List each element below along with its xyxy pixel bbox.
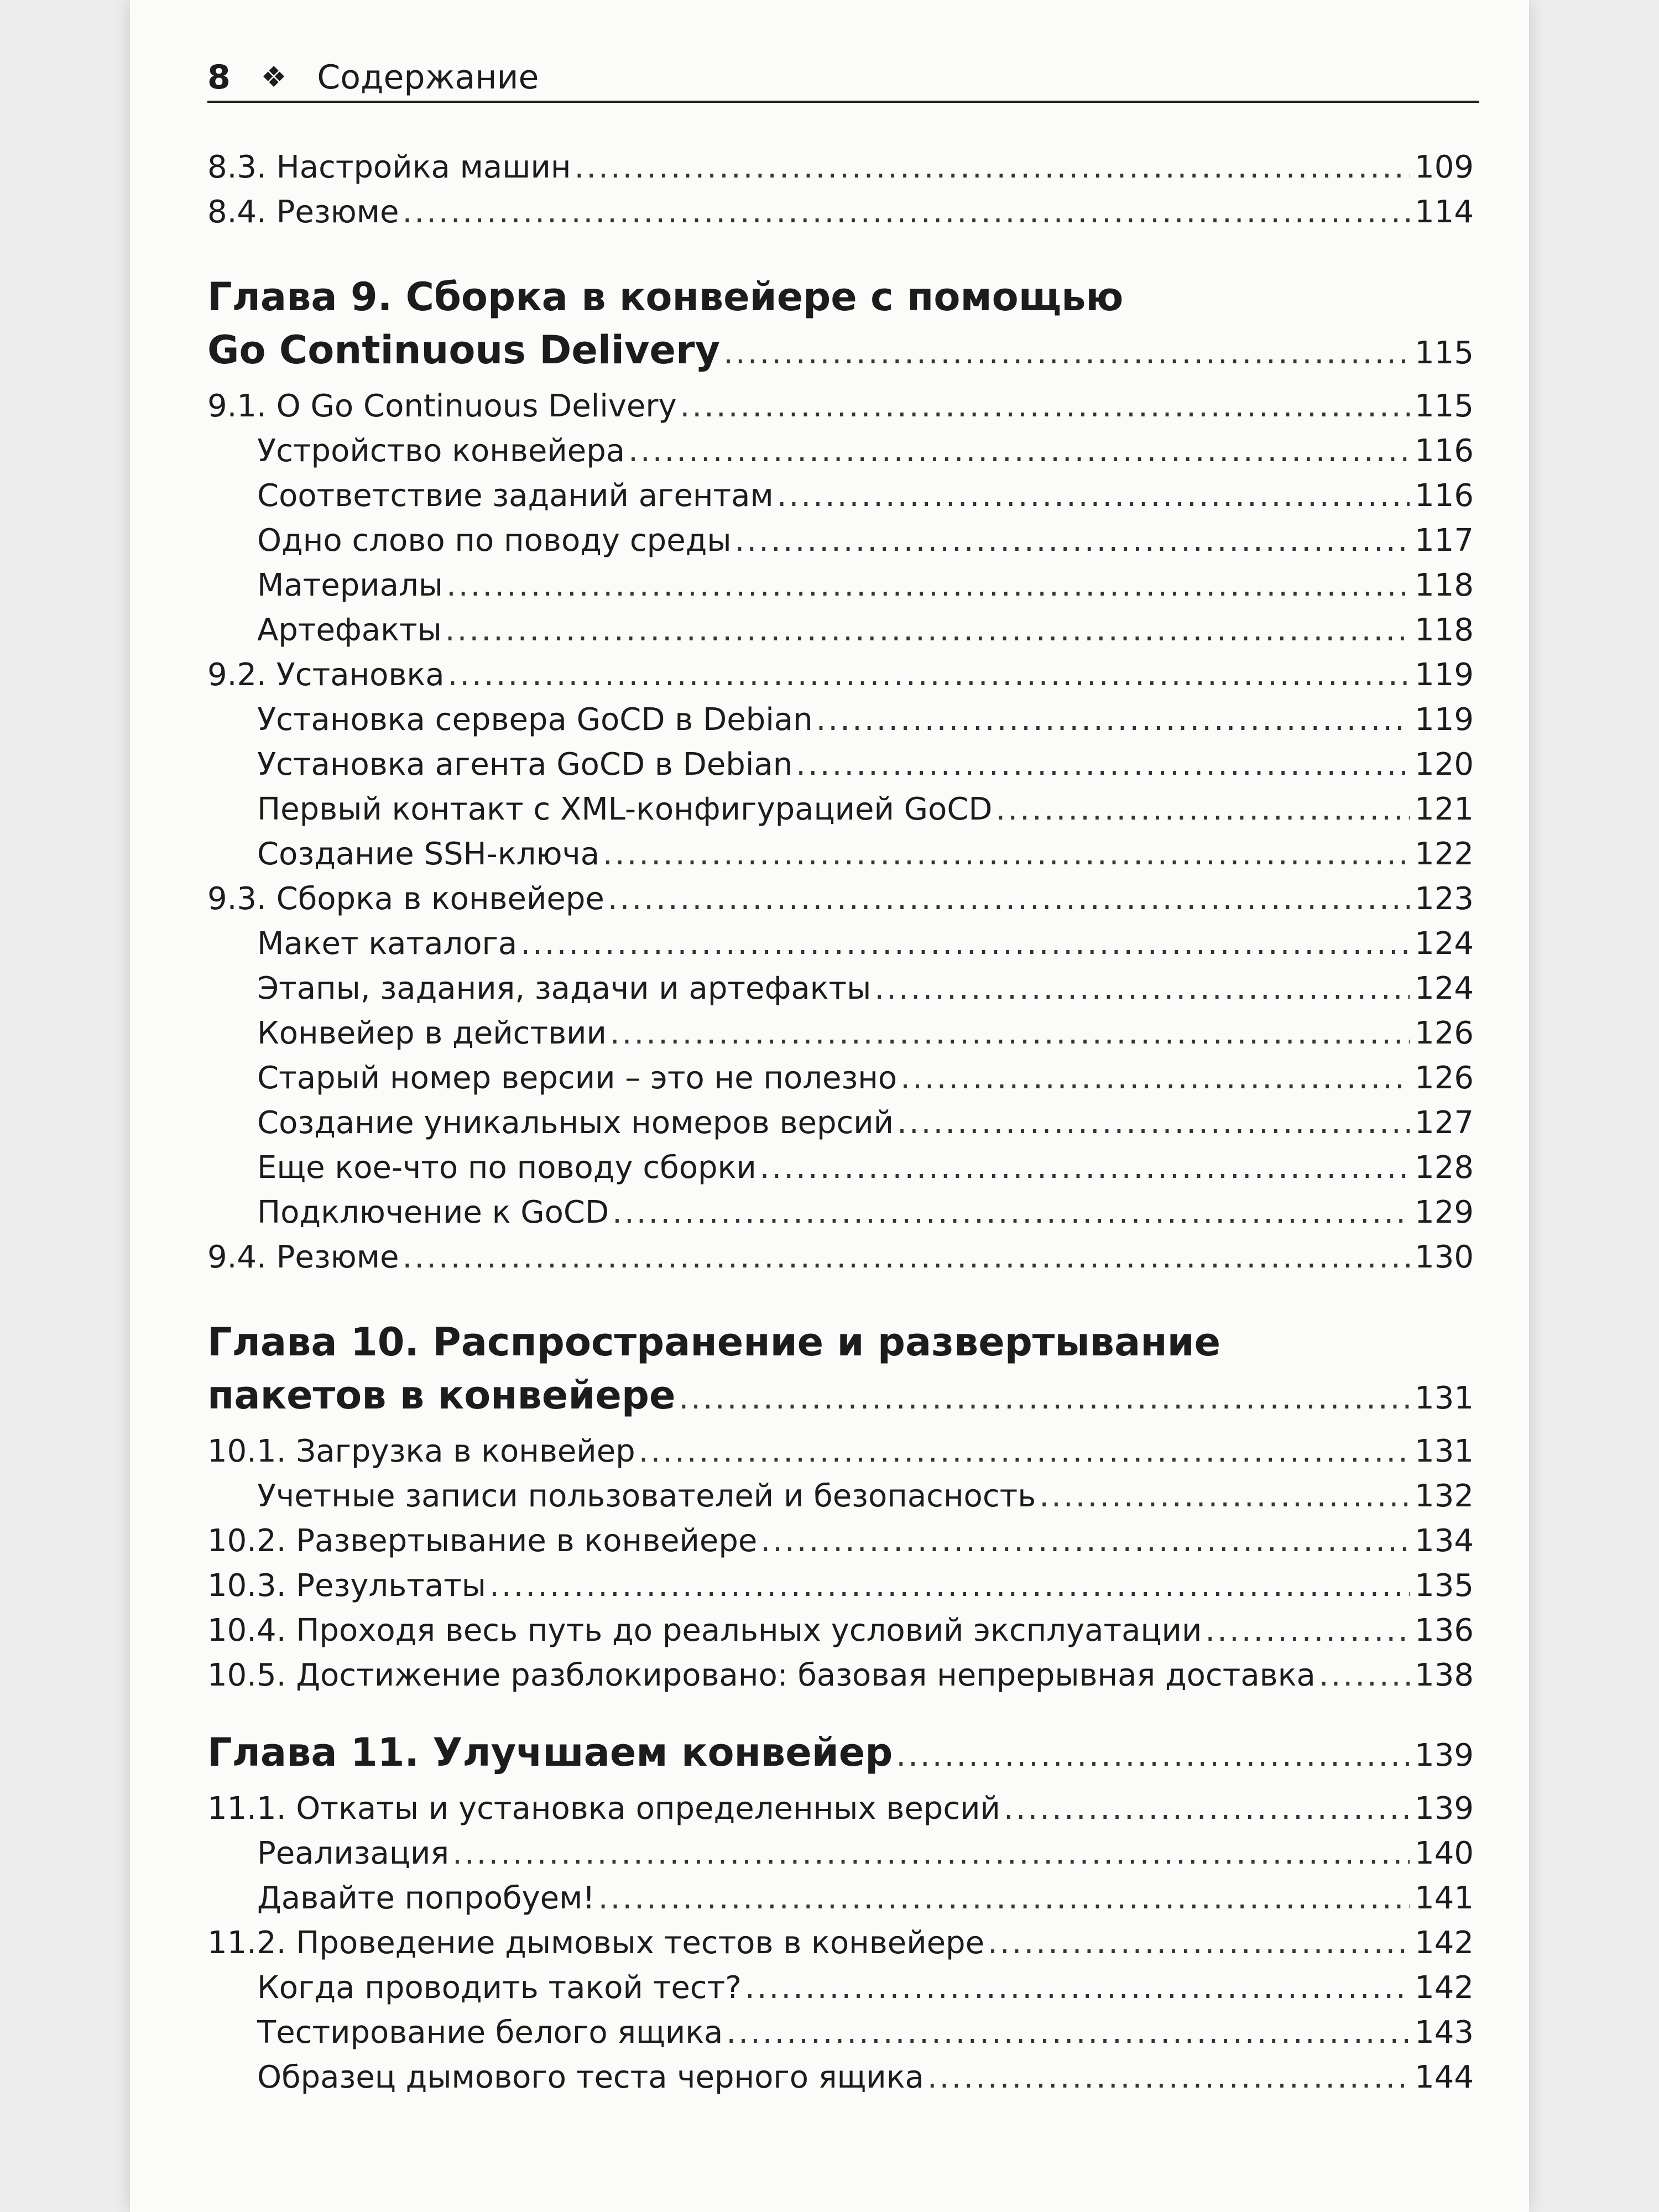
toc-entry-page: 134 — [1415, 1523, 1474, 1559]
toc-entry-title: Реализация — [257, 1835, 450, 1871]
toc-subentry — [207, 478, 1474, 523]
chapter-page: 139 — [1415, 1738, 1474, 1773]
toc-entry-page: 124 — [1415, 926, 1474, 962]
toc-entry-title: Еще кое-что по поводу сборки — [257, 1150, 757, 1186]
toc-entry — [207, 388, 1474, 433]
toc-entry-page: 131 — [1415, 1433, 1474, 1469]
toc-entry-page: 144 — [1415, 2059, 1474, 2095]
chapter-11-heading — [207, 1730, 1474, 1791]
toc-entry-title: Конвейер в действии — [257, 1015, 607, 1051]
toc-subentry — [207, 1015, 1474, 1060]
toc-entry-title: 9.2. Установка — [207, 657, 445, 693]
leader-dots — [452, 1835, 1410, 1871]
toc-entry-title: 8.4. Резюме — [207, 194, 399, 230]
leader-dots — [897, 1105, 1410, 1141]
toc-entry-page: 117 — [1415, 523, 1474, 559]
toc-entry-title: 9.4. Резюме — [207, 1239, 399, 1275]
toc-entry-title: 11.2. Проведение дымовых тестов в конвейере — [207, 1925, 985, 1961]
toc-entry-page: 116 — [1415, 478, 1474, 514]
toc-entry-title: Артефакты — [257, 612, 442, 648]
toc-entry-title: Материалы — [257, 567, 443, 603]
toc-entry-title: Соответствие заданий агентам — [257, 478, 774, 514]
toc-entry — [207, 1925, 1474, 1970]
leader-dots — [927, 2059, 1410, 2095]
leader-dots — [874, 971, 1410, 1006]
leader-dots — [1205, 1613, 1410, 1648]
leader-dots — [612, 1194, 1410, 1230]
toc-subentry — [207, 1194, 1474, 1239]
toc-subentry — [207, 567, 1474, 612]
toc-entry-page: 126 — [1415, 1060, 1474, 1096]
toc-entry-title: Этапы, задания, задачи и артефакты — [257, 971, 872, 1006]
toc-entry-page: 121 — [1415, 791, 1474, 827]
toc-entry-page: 115 — [1415, 388, 1474, 424]
chapter-title-line: Глава 11. Улучшаем конвейер — [207, 1730, 893, 1775]
toc-entry-title: Тестирование белого ящика — [257, 2015, 723, 2051]
toc-entry-page: 120 — [1415, 747, 1474, 782]
leader-dots — [796, 747, 1410, 782]
toc-entry-page: 143 — [1415, 2015, 1474, 2051]
leader-dots — [446, 567, 1410, 603]
leader-dots — [735, 523, 1410, 559]
leader-dots — [489, 1568, 1410, 1604]
leader-dots — [1004, 1791, 1410, 1827]
toc-entry — [207, 1657, 1474, 1702]
toc-entry-page: 140 — [1415, 1835, 1474, 1871]
toc-entry-page: 118 — [1415, 567, 1474, 603]
toc-entry-page: 136 — [1415, 1613, 1474, 1648]
leader-dots — [723, 335, 1410, 371]
toc-subentry — [207, 1150, 1474, 1194]
leader-dots — [520, 926, 1410, 962]
toc-entry-page: 114 — [1415, 194, 1474, 230]
toc-entry-title: Устройство конвейера — [257, 433, 625, 469]
leader-dots — [403, 194, 1410, 230]
toc-entry — [207, 657, 1474, 702]
chapter-page: 115 — [1415, 335, 1474, 371]
toc-entry-page: 129 — [1415, 1194, 1474, 1230]
toc-entry-title: Установка сервера GoCD в Debian — [257, 702, 813, 738]
toc-entry-page: 126 — [1415, 1015, 1474, 1051]
chapter-title-entry — [207, 327, 1474, 388]
toc-subentry — [207, 2059, 1474, 2104]
leader-dots — [448, 657, 1410, 693]
chapter-title-line: Глава 10. Распространение и развертывание — [207, 1319, 1221, 1365]
toc-entry — [207, 881, 1474, 926]
toc-entry — [207, 1791, 1474, 1835]
toc-entry-title: Первый контакт с XML-конфигурацией GoCD — [257, 791, 993, 827]
toc-entry-page: 141 — [1415, 1880, 1474, 1916]
toc-entry-page: 127 — [1415, 1105, 1474, 1141]
toc-entry-page: 119 — [1415, 657, 1474, 693]
toc-entry-title: Установка агента GoCD в Debian — [257, 747, 793, 782]
leader-dots — [1319, 1657, 1410, 1693]
toc-entry-title: 10.3. Результаты — [207, 1568, 486, 1604]
leader-dots — [996, 791, 1410, 827]
toc-entry-title: 11.1. Откаты и установка определенных версий — [207, 1791, 1000, 1827]
toc-subentry — [207, 1835, 1474, 1880]
toc-entry-title: Учетные записи пользователей и безопасность — [257, 1478, 1036, 1514]
chapter-title-line: пакетов в конвейере — [207, 1373, 676, 1418]
leader-dots — [896, 1738, 1410, 1773]
running-header — [207, 58, 1457, 97]
header-rule — [207, 101, 1479, 103]
leader-dots — [445, 612, 1410, 648]
toc-entry-page: 130 — [1415, 1239, 1474, 1275]
leader-dots — [760, 1523, 1410, 1559]
toc-entry-title: Давайте попробуем! — [257, 1880, 595, 1916]
toc-subentry — [207, 1105, 1474, 1150]
toc-subentry — [207, 523, 1474, 567]
leader-dots — [680, 388, 1410, 424]
toc-entry — [207, 194, 1474, 239]
toc-entry-page: 122 — [1415, 836, 1474, 872]
leader-dots — [816, 702, 1410, 738]
leader-dots — [1039, 1478, 1410, 1514]
toc-entry-title: 10.5. Достижение разблокировано: базовая непрерывная доставка — [207, 1657, 1316, 1693]
toc-entry-title: 10.4. Проходя весь путь до реальных условий эксплуатации — [207, 1613, 1202, 1648]
toc-entry — [207, 1433, 1474, 1478]
toc-entry — [207, 149, 1474, 194]
toc-entry-title: Создание SSH-ключа — [257, 836, 600, 872]
toc-entry-title: Макет каталога — [257, 926, 518, 962]
chapter-title-line: Go Continuous Delivery — [207, 327, 721, 373]
toc-subentry — [207, 791, 1474, 836]
toc-entry-page: 109 — [1415, 149, 1474, 185]
toc-entry-page: 124 — [1415, 971, 1474, 1006]
leader-dots — [639, 1433, 1410, 1469]
toc-entry-title: Создание уникальных номеров версий — [257, 1105, 894, 1141]
toc-entry-title: Старый номер версии – это не полезно — [257, 1060, 898, 1096]
toc-subentry — [207, 836, 1474, 881]
table-of-contents — [207, 149, 1474, 2104]
toc-subentry — [207, 612, 1474, 657]
toc-entry-page: 119 — [1415, 702, 1474, 738]
leader-dots — [608, 881, 1410, 917]
toc-subentry — [207, 926, 1474, 971]
toc-subentry — [207, 1970, 1474, 2015]
chapter-9-heading — [207, 267, 1474, 388]
leader-dots — [598, 1880, 1410, 1916]
chapter-title-entry — [207, 1373, 1474, 1433]
toc-entry-page: 135 — [1415, 1568, 1474, 1604]
leader-dots — [745, 1970, 1410, 2006]
toc-subentry — [207, 433, 1474, 478]
chapter-10-heading — [207, 1312, 1474, 1433]
leader-dots — [726, 2015, 1410, 2051]
ornament-icon: ❖ — [260, 61, 287, 94]
book-page — [130, 0, 1529, 2212]
chapter-title-entry — [207, 1730, 1474, 1791]
leader-dots — [403, 1239, 1410, 1275]
toc-entry-page: 139 — [1415, 1791, 1474, 1827]
toc-entry-page: 132 — [1415, 1478, 1474, 1514]
chapter-title-line: Глава 9. Сборка в конвейере с помощью — [207, 274, 1124, 320]
toc-entry — [207, 1613, 1474, 1657]
toc-entry-page: 123 — [1415, 881, 1474, 917]
toc-entry-page: 142 — [1415, 1970, 1474, 2006]
toc-subentry — [207, 1060, 1474, 1105]
toc-entry-page: 142 — [1415, 1925, 1474, 1961]
toc-subentry — [207, 1880, 1474, 1925]
toc-subentry — [207, 1478, 1474, 1523]
toc-entry — [207, 1239, 1474, 1284]
toc-subentry — [207, 702, 1474, 747]
toc-subentry — [207, 971, 1474, 1015]
toc-entry-title: Образец дымового теста черного ящика — [257, 2059, 924, 2095]
toc-entry — [207, 1568, 1474, 1613]
toc-subentry — [207, 2015, 1474, 2059]
toc-entry-title: 10.2. Развертывание в конвейере — [207, 1523, 758, 1559]
toc-entry-title: 8.3. Настройка машин — [207, 149, 571, 185]
toc-entry-title: 10.1. Загрузка в конвейер — [207, 1433, 635, 1469]
leader-dots — [760, 1150, 1410, 1186]
toc-entry-page: 128 — [1415, 1150, 1474, 1186]
leader-dots — [988, 1925, 1410, 1961]
chapter-page: 131 — [1415, 1380, 1474, 1416]
toc-entry — [207, 1523, 1474, 1568]
leader-dots — [900, 1060, 1410, 1096]
toc-entry-title: Когда проводить такой тест? — [257, 1970, 742, 2006]
leader-dots — [574, 149, 1410, 185]
toc-entry-title: Одно слово по поводу среды — [257, 523, 732, 559]
leader-dots — [777, 478, 1410, 514]
toc-entry-page: 138 — [1415, 1657, 1474, 1693]
toc-entry-title: Подключение к GoCD — [257, 1194, 609, 1230]
page-number: 8 — [207, 58, 231, 97]
toc-entry-title: 9.3. Сборка в конвейере — [207, 881, 604, 917]
leader-dots — [679, 1380, 1410, 1416]
leader-dots — [603, 836, 1410, 872]
toc-subentry — [207, 747, 1474, 791]
toc-entry-page: 116 — [1415, 433, 1474, 469]
leader-dots — [628, 433, 1410, 469]
toc-entry-title: 9.1. О Go Continuous Delivery — [207, 388, 677, 424]
toc-entry-page: 118 — [1415, 612, 1474, 648]
leader-dots — [610, 1015, 1410, 1051]
section-title: Содержание — [317, 58, 539, 97]
